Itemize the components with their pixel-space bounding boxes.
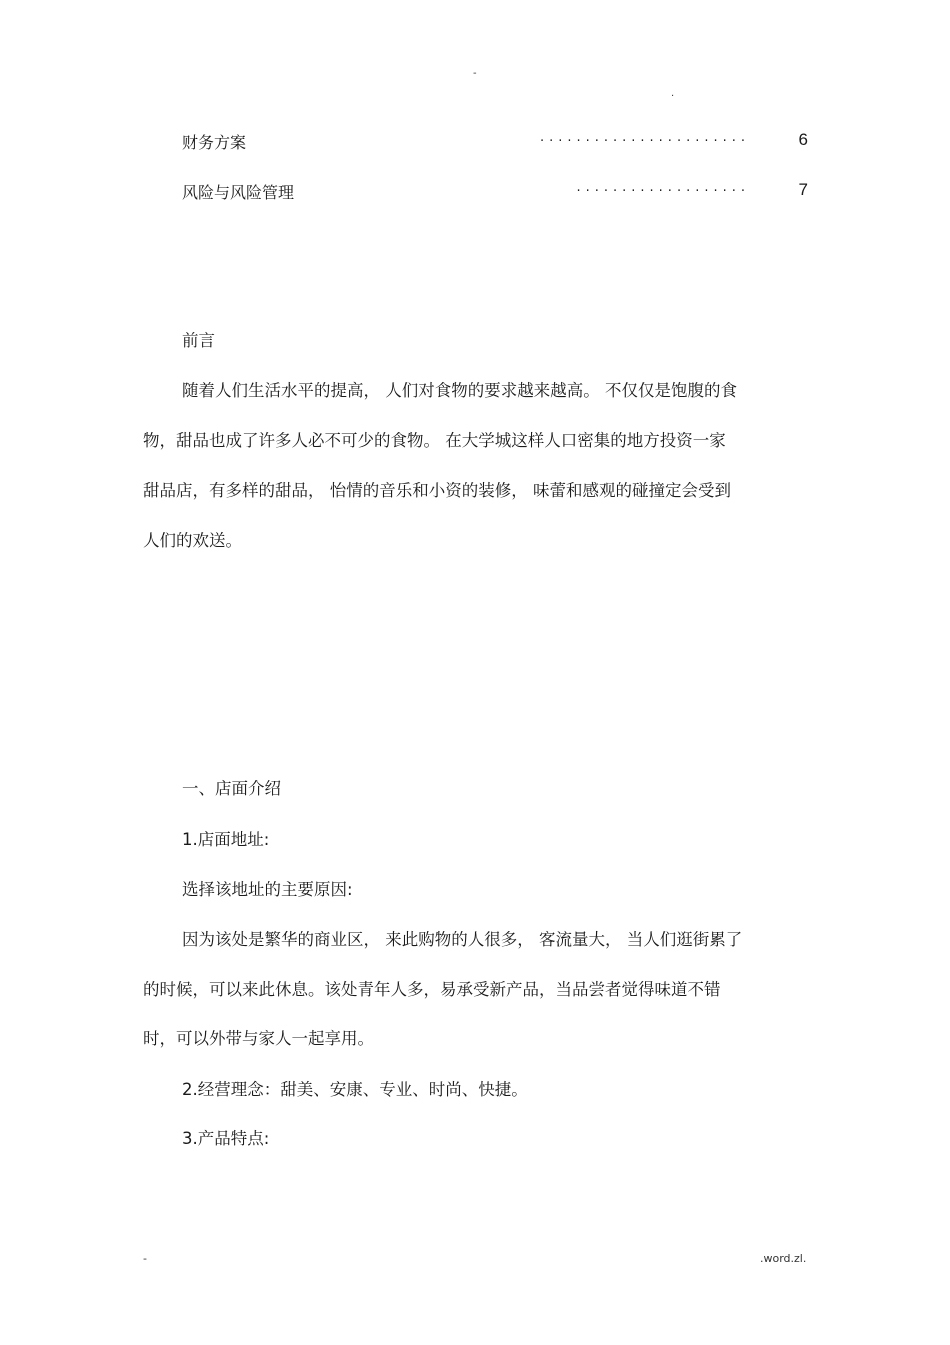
toc-leader-dots: ·······················	[539, 134, 750, 149]
preface-paragraph-line: 甜品店，有多样的甜品， 怡情的音乐和小资的装修， 味蕾和感观的碰撞定会受到	[143, 481, 731, 500]
toc-entry[interactable]	[182, 180, 808, 204]
preface-paragraph-line: 随着人们生活水平的提高， 人们对食物的要求越来越高。 不仅仅是饱腹的食	[182, 381, 737, 400]
preface-title: 前言	[182, 331, 215, 350]
reason-paragraph-line: 的时候，可以来此休息。该处青年人多，易承受新产品，当品尝者觉得味道不错	[143, 980, 721, 999]
footer-source: .word.zl.	[760, 1252, 807, 1265]
footer-mark-left: -	[143, 1252, 147, 1265]
reason-paragraph-line: 因为该处是繁华的商业区， 来此购物的人很多， 客流量大， 当人们逛街累了	[182, 930, 743, 949]
toc-entry[interactable]	[182, 130, 808, 154]
preface-paragraph-line: 物，甜品也成了许多人必不可少的食物。 在大学城这样人口密集的地方投资一家	[143, 431, 726, 450]
header-mark-left: -	[473, 68, 477, 79]
toc-entry-label: 风险与风险管理	[182, 183, 295, 202]
reason-label: 选择该地址的主要原因:	[182, 880, 353, 899]
toc-entry-page: 6	[798, 130, 808, 149]
reason-paragraph-line: 时，可以外带与家人一起享用。	[143, 1029, 374, 1048]
business-concept: 2.经营理念：甜美、安康、专业、时尚、快捷。	[182, 1080, 528, 1099]
toc-leader-dots: ···················	[576, 184, 750, 199]
preface-paragraph-line: 人们的欢送。	[143, 531, 242, 550]
header-mark-right: .	[671, 88, 675, 99]
toc-entry-page: 7	[798, 180, 808, 199]
product-features-label: 3.产品特点:	[182, 1129, 270, 1148]
section-heading: 一、店面介绍	[182, 779, 281, 798]
address-label: 1.店面地址:	[182, 830, 270, 849]
toc-entry-label: 财务方案	[182, 133, 247, 152]
